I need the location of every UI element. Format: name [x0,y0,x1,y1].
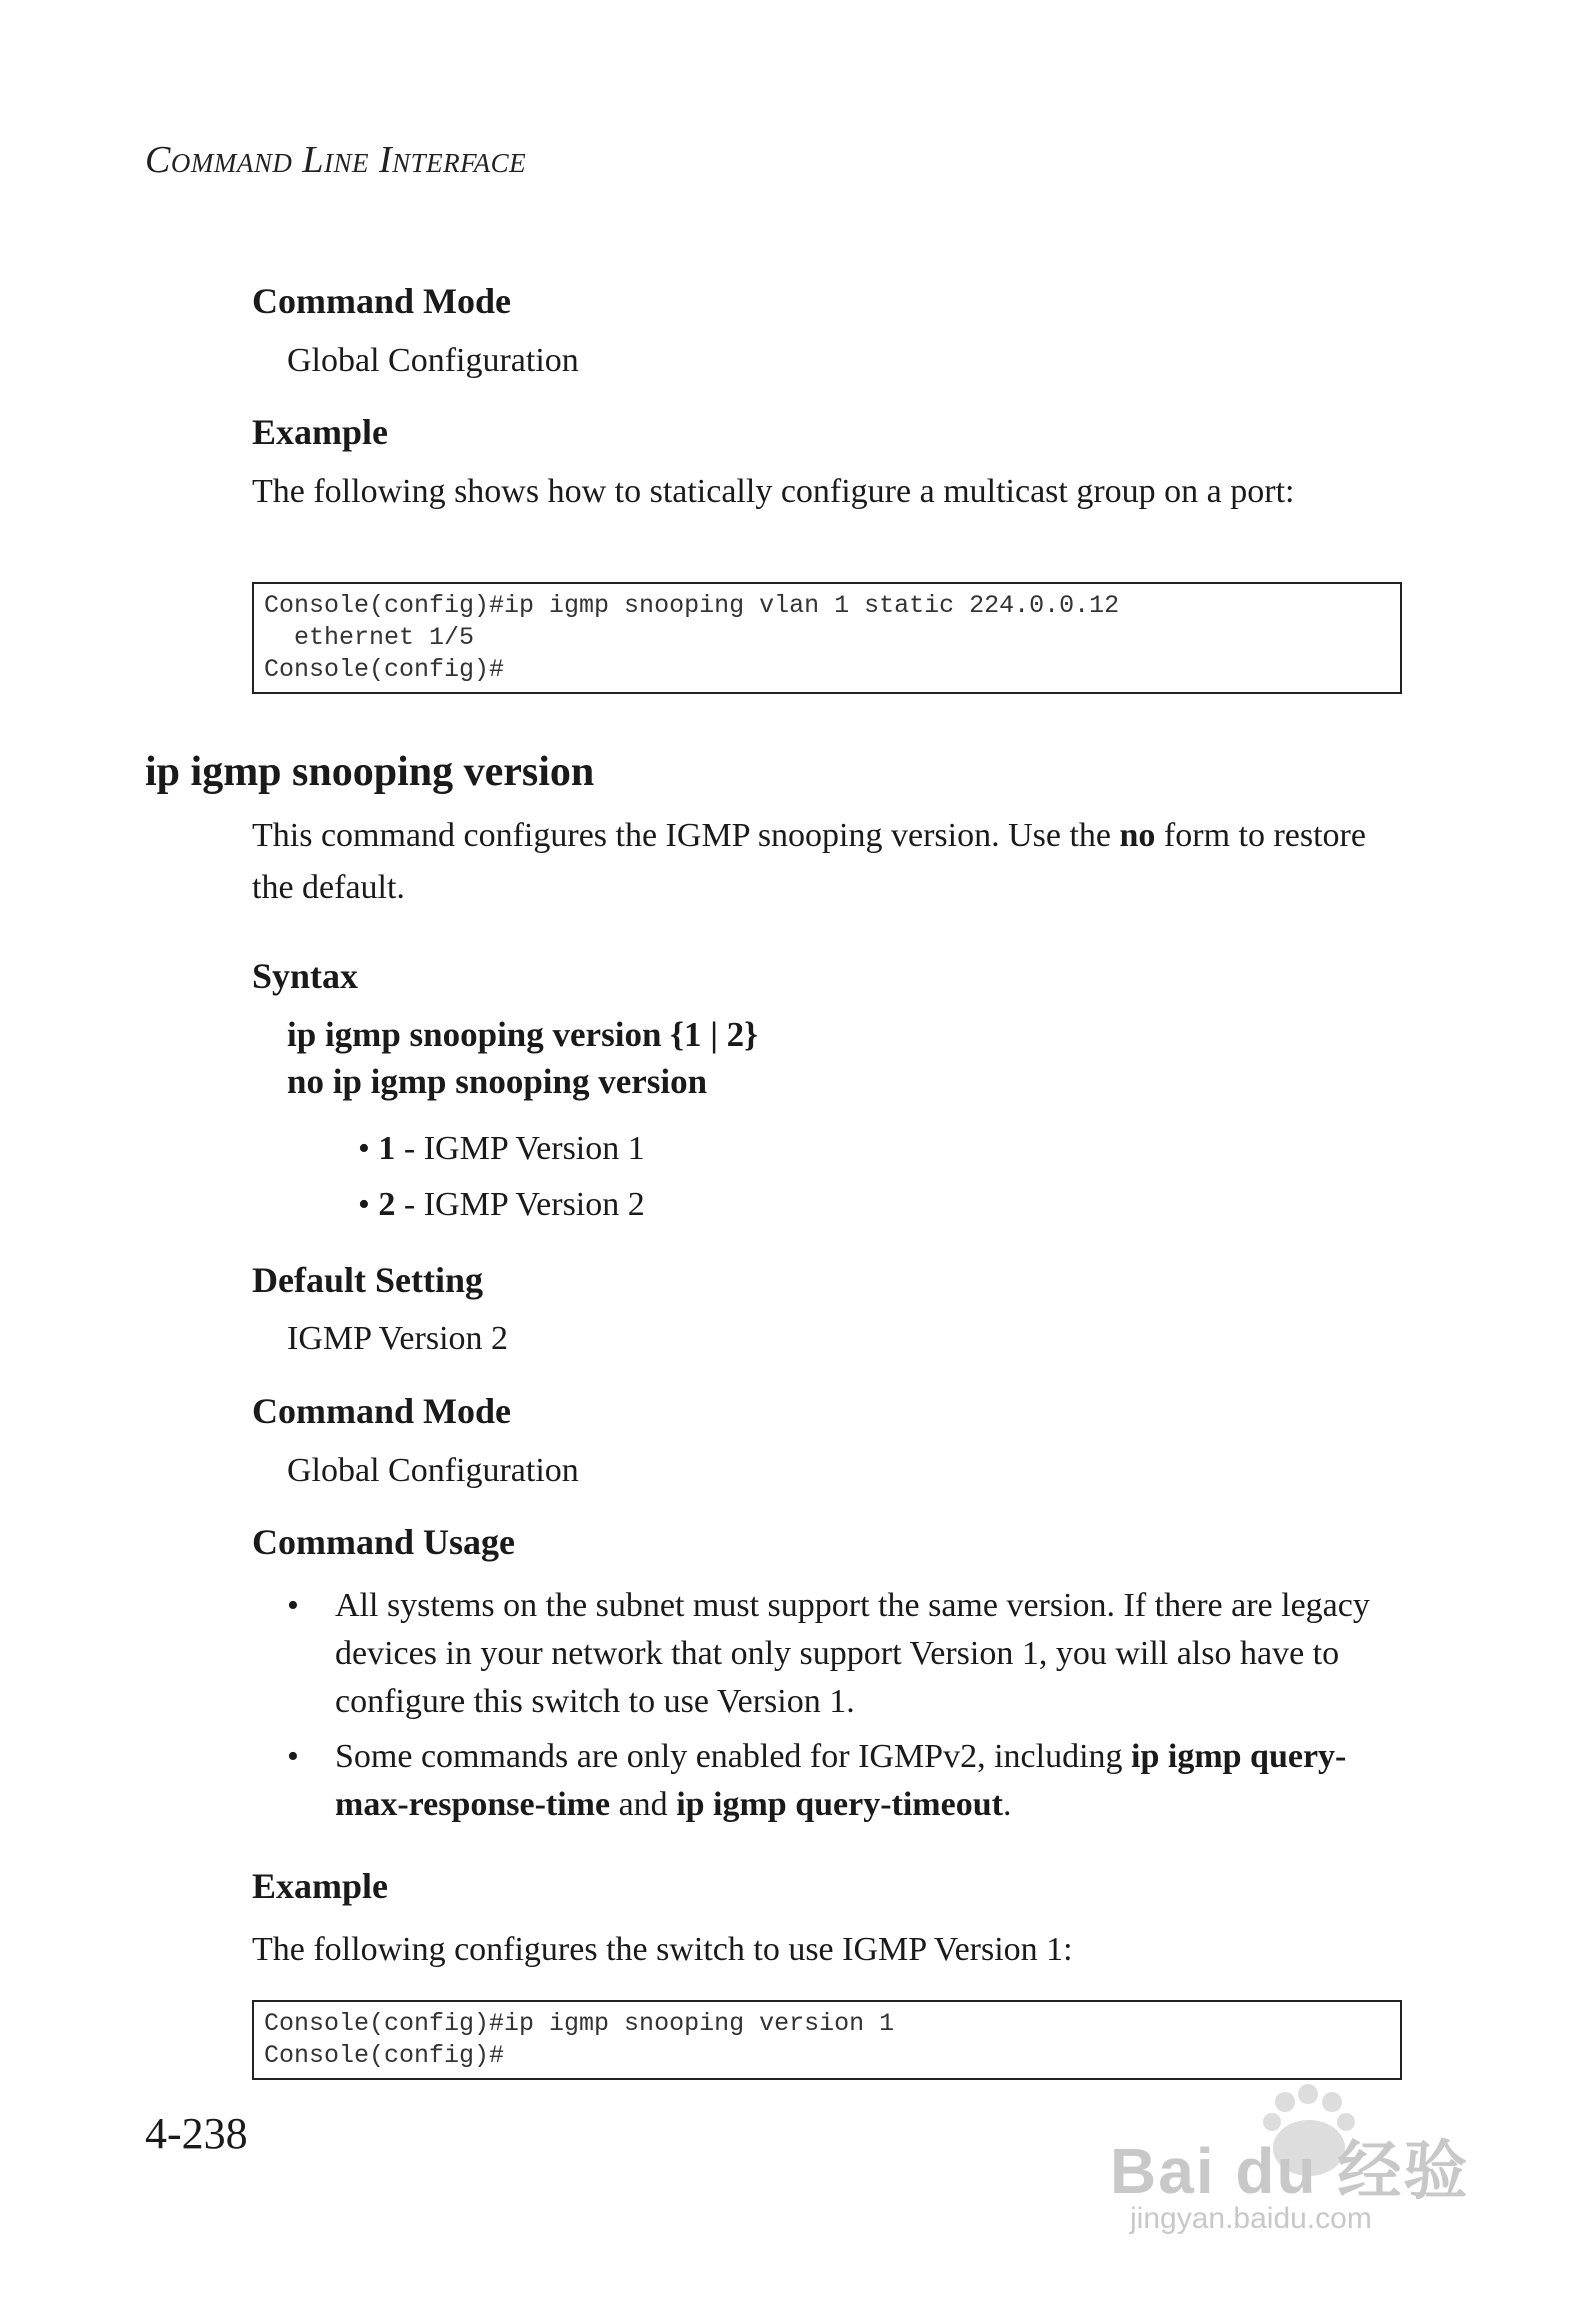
default-setting-heading: Default Setting [252,1260,483,1300]
syntax-line: ip igmp snooping version {1 | 2} [287,1015,758,1054]
example-text: The following configures the switch to use IGMP Version 1: [252,1931,1073,1968]
example-text: The following shows how to statically configure a multicast group on a port: [252,473,1295,510]
code-line: Console(config)#ip igmp snooping version 1 [264,2009,895,2038]
page-number: 4-238 [145,2109,248,2158]
watermark-url: jingyan.baidu.com [1130,2202,1372,2235]
section-title: ip igmp snooping version [145,749,595,795]
code-line: Console(config)# [264,655,505,684]
example-heading: Example [252,412,389,452]
option-item: • 1 - IGMP Version 1 [358,1130,645,1167]
default-setting-value: IGMP Version 2 [287,1320,509,1357]
running-head: Command Line Interface [145,139,527,181]
command-mode-heading: Command Mode [252,1391,511,1431]
code-block [252,2000,1402,2080]
command-usage-heading: Command Usage [252,1522,516,1562]
section-description: This command configures the IGMP snooping version. Use the no form to restore the default. [252,817,1366,906]
syntax-line: no ip igmp snooping version [287,1062,708,1101]
example-heading: Example [252,1866,389,1906]
code-line: Console(config)# [264,2041,505,2070]
option-item: • 2 - IGMP Version 2 [358,1186,645,1223]
watermark-text: Bai du 经验 [1110,2135,1470,2207]
usage-item: • Some commands are only enabled for IGMPv2, including ip igmp query-max-response-time and ip igmp query-timeout. [287,1738,1347,1823]
syntax-heading: Syntax [252,956,359,996]
baidu-watermark [1110,2080,1510,2250]
code-block [252,582,1402,694]
code-line: ethernet 1/5 [264,623,475,652]
usage-item: • All systems on the subnet must support the same version. If there are legacy devices in your network that only support Version 1, you will also have to configure this switch to use Version 1. [287,1587,1370,1720]
code-line: Console(config)#ip igmp snooping vlan 1 static 224.0.0.12 [264,591,1120,620]
command-mode-heading: Command Mode [252,281,511,321]
command-mode-value: Global Configuration [287,1452,579,1489]
command-mode-value: Global Configuration [287,342,579,379]
